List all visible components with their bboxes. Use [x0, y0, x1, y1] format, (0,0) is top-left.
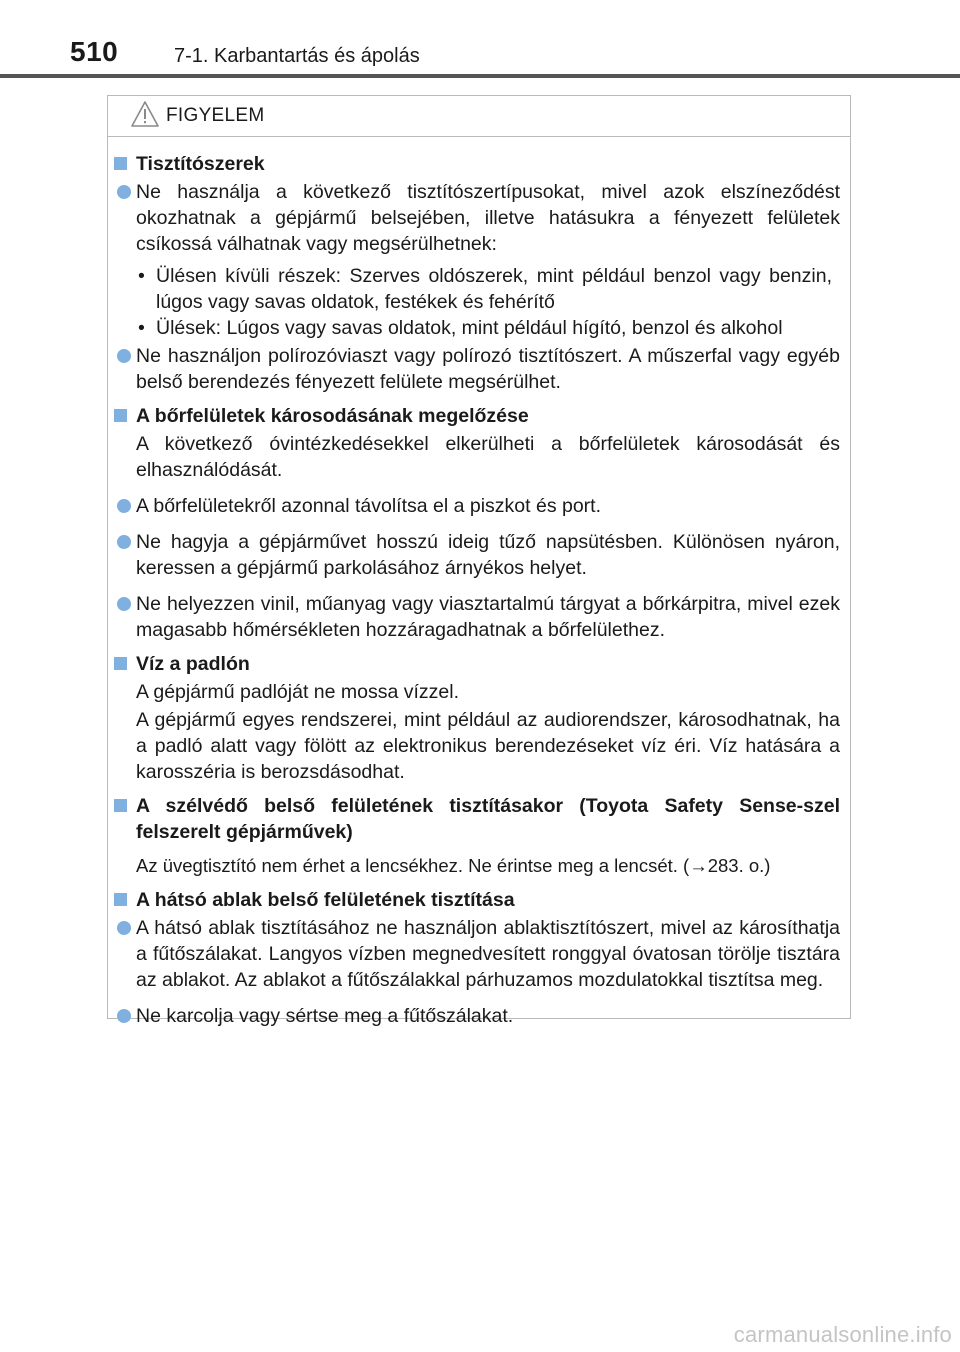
watermark: carmanualsonline.info — [733, 1322, 952, 1347]
warning-box — [107, 95, 851, 1027]
section-title: 7-1. Karbantartás és ápolás — [174, 45, 420, 67]
list-item: A hátsó ablak tisztításához ne használjon ablaktisztítószert, mivel az károsíthatja a fűtőszálakat. Langyos vízben megnedvesített ronggyal óvatosan törölje tisztára az ablakot. Az ablakot a fűtőszálakkal párhuzamos mozdulatokkal tisztítsa meg. — [114, 915, 840, 993]
circle-bullet-icon — [117, 535, 131, 549]
list-item: Ne karcolja vagy sértse meg a fűtőszálakat. — [114, 1003, 840, 1029]
section-heading-windshield: A szélvédő belső felületének tisztításakor (Toyota Safety Sense-szel felszerelt gépjárművek) — [114, 793, 840, 845]
circle-bullet-icon — [117, 499, 131, 513]
circle-bullet-icon — [117, 1009, 131, 1023]
warning-header — [108, 96, 850, 137]
list-item: Ne használja a következő tisztítószertípusokat, mivel azok elszíneződést okozhatnak a gépjármű belsejében, illetve hatásukra a fényezett felületek csíkossá válhatnak vagy megsérülhetnek: — [114, 179, 840, 257]
paragraph: A gépjármű padlóját ne mossa vízzel. — [136, 681, 460, 703]
circle-bullet-icon — [117, 921, 131, 935]
circle-bullet-icon — [117, 597, 131, 611]
section-heading-rear-window: A hátsó ablak belső felületének tisztítása — [114, 887, 840, 913]
page-number: 510 — [70, 36, 119, 67]
square-bullet-icon — [114, 799, 127, 812]
square-bullet-icon — [114, 893, 127, 906]
header-rule — [0, 74, 960, 78]
square-bullet-icon — [114, 157, 127, 170]
square-bullet-icon — [114, 409, 127, 422]
paragraph: A gépjármű egyes rendszerei, mint például az audiorendszer, károsodhatnak, ha a padló alatt vagy fölött az elektronikus berendezéseket víz éri. Víz hatására a karosszéria is berozsdásodhat. — [136, 709, 840, 783]
list-item: A bőrfelületekről azonnal távolítsa el a piszkot és port. — [114, 493, 840, 519]
list-item: Ne hagyja a gépjárművet hosszú ideig tűző napsütésben. Különösen nyáron, keressen a gépjármű parkolásához árnyékos helyet. — [114, 529, 840, 581]
square-bullet-icon — [114, 657, 127, 670]
warning-body — [108, 137, 850, 1029]
warning-title: FIGYELEM — [166, 105, 265, 126]
section-heading-cleaners: Tisztítószerek — [114, 151, 840, 177]
warning-triangle-icon — [130, 100, 160, 128]
list-item: Ne helyezzen vinil, műanyag vagy viasztartalmú tárgyat a bőrkárpitra, mivel ezek magasabb hőmérsékleten hozzáragadhatnak a bőrfelülethez. — [114, 591, 840, 643]
sub-list-item: • Ülések: Lúgos vagy savas oldatok, mint például hígító, benzol és alkohol — [138, 317, 783, 339]
page-header — [0, 0, 960, 80]
list-item: Ne használjon polírozóviaszt vagy polírozó tisztítószert. A műszerfal vagy egyéb belső berendezés fényezett felülete megsérülhet. — [114, 343, 840, 395]
section-note: Az üvegtisztító nem érhet a lencsékhez. Ne érintse meg a lencsét. (→283. o.) — [136, 855, 771, 876]
circle-bullet-icon — [117, 185, 131, 199]
circle-bullet-icon — [117, 349, 131, 363]
sub-list — [114, 263, 840, 341]
section-intro: A következő óvintézkedésekkel elkerülheti a bőrfelületek károsodását és elhasználódását. — [136, 433, 840, 481]
sub-list-item: • Ülésen kívüli részek: Szerves oldószerek, mint például benzol vagy benzin, lúgos vagy savas oldatok, festékek és fehérítő — [138, 265, 832, 313]
section-heading-leather: A bőrfelületek károsodásának megelőzése — [114, 403, 840, 429]
section-heading-floor-water: Víz a padlón — [114, 651, 840, 677]
